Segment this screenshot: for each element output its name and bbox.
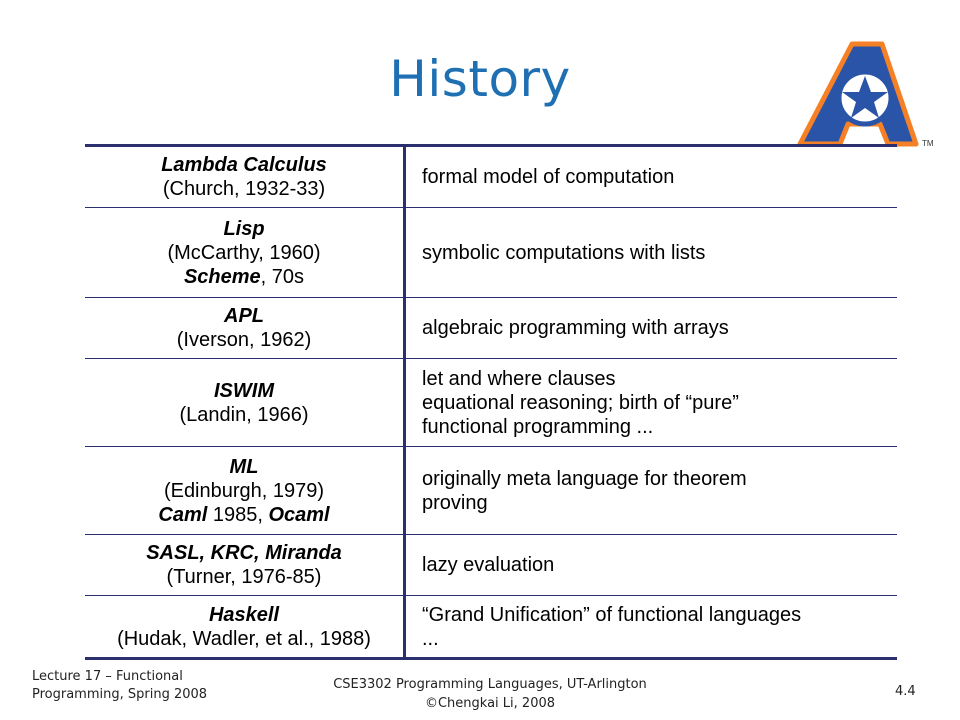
language-name: ML [229,455,259,478]
language-detail: , 70s [260,265,305,288]
table-row [85,447,897,535]
language-name: ISWIM [214,379,274,402]
language-line [85,603,403,627]
footer-lecture [32,668,207,704]
language-line [85,241,403,265]
description-line: formal model of computation [422,166,675,188]
description-line: equational reasoning; birth of “pure” [422,391,739,414]
language-detail: (Edinburgh, 1979) [163,479,325,502]
language-line [85,565,403,589]
language-line [85,328,403,352]
description-line: lazy evaluation [422,554,555,576]
description-line: originally meta language for theorem [422,467,747,490]
language-detail: (Turner, 1976-85) [166,566,322,588]
table-row [85,535,897,596]
description-line: proving [422,491,488,514]
language-cell [85,359,405,447]
language-line [85,503,403,527]
language-detail: (Hudak, Wadler, et al., 1988) [117,627,371,650]
language-cell [85,596,405,659]
language-name: Lambda Calculus [161,154,327,176]
description-line: algebraic programming with arrays [422,317,729,339]
logo-tm: TM [922,139,934,148]
language-line [85,479,403,503]
description-cell [405,208,898,298]
language-detail: 1985, [207,503,269,526]
table-row [85,208,897,298]
description-cell [405,298,898,359]
language-cell [85,208,405,298]
language-cell [85,535,405,596]
language-cell [85,146,405,208]
language-name: Lisp [223,217,265,240]
language-line [85,304,403,328]
language-line [85,153,403,177]
description-cell [405,359,898,447]
page-number: 4.4 [895,684,916,699]
language-line [85,403,403,427]
language-line [85,265,403,289]
description-cell [405,596,898,659]
language-line [85,455,403,479]
table-row [85,298,897,359]
language-detail: (Iverson, 1962) [176,329,312,351]
footer-lecture-line1: Lecture 17 – Functional [32,669,183,684]
uta-logo-icon [790,40,940,152]
description-line: let and where clauses [422,367,616,390]
language-name: Caml [158,503,208,526]
slide-title: History [389,50,571,108]
language-line [85,627,403,651]
table-row [85,596,897,659]
language-name: Scheme [183,265,261,288]
language-line [85,541,403,565]
footer-copyright: ©Chengkai Li, 2008 [424,696,556,711]
language-cell [85,447,405,535]
language-name: SASL, KRC, Miranda [146,542,342,564]
language-name: Haskell [208,603,280,626]
description-cell [405,535,898,596]
table-row [85,146,897,208]
footer-course-line1: CSE3302 Programming Languages, UT-Arlington [333,677,647,692]
language-line [85,177,403,201]
description-cell [405,146,898,208]
table-row [85,359,897,447]
language-detail: (Church, 1932-33) [162,178,326,200]
description-line: symbolic computations with lists [422,241,706,264]
language-cell [85,298,405,359]
description-line: ... [422,627,439,650]
language-detail: (McCarthy, 1960) [167,241,321,264]
history-table [85,144,897,660]
language-name: APL [224,305,264,327]
description-cell [405,447,898,535]
description-line: “Grand Unification” of functional languages [422,603,802,626]
language-line [85,217,403,241]
language-line [85,379,403,403]
footer-lecture-line2: Programming, Spring 2008 [32,687,208,702]
description-line: functional programming ... [422,415,654,438]
footer-course [310,675,670,713]
language-name: Ocaml [268,503,330,526]
language-detail: (Landin, 1966) [179,403,309,426]
